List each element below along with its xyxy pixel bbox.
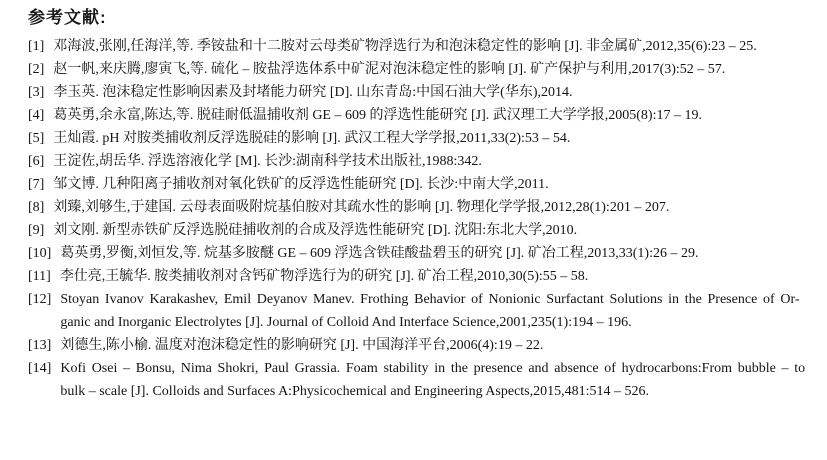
reference-item	[28, 127, 801, 150]
reference-item	[28, 219, 801, 242]
reference-item	[28, 288, 801, 334]
page-title: 参考文献:	[28, 8, 107, 27]
reference-text	[53, 150, 801, 173]
reference-number: [12]	[28, 292, 52, 307]
reference-number: [5]	[28, 131, 45, 146]
reference-number: [8]	[28, 200, 45, 215]
reference-line: 邹文博. 几种阳离子捕收剂对氧化铁矿的反浮选性能研究 [D]. 长沙:中南大学,2011.	[53, 177, 549, 192]
reference-text	[53, 219, 801, 242]
reference-item	[28, 150, 801, 173]
reference-text	[53, 35, 801, 58]
reference-line: 刘文刚. 新型赤铁矿反浮选脱硅捕收剂的合成及浮选性能研究 [D]. 沈阳:东北大学,2010.	[53, 223, 578, 238]
reference-number: [6]	[28, 154, 45, 169]
reference-number: [7]	[28, 177, 45, 192]
reference-item	[28, 58, 801, 81]
reference-line: 葛英勇,罗衡,刘恒发,等. 烷基多胺醚 GE – 609 浮选含铁硅酸盐碧玉的研究 [J]. 矿冶工程,2013,33(1):26 – 29.	[60, 246, 699, 261]
reference-item	[28, 334, 801, 357]
reference-line: 刘臻,刘够生,于建国. 云母表面吸附烷基伯胺对其疏水性的影响 [J]. 物理化学学报,2012,28(1):201 – 207.	[53, 200, 670, 215]
reference-line: 邓海波,张刚,任海洋,等. 季铵盐和十二胺对云母类矿物浮选行为和泡沫稳定性的影响 [J]. 非金属矿,2012,35(6):23 – 25.	[53, 39, 757, 54]
reference-item	[28, 173, 801, 196]
reference-line: ganic and Inorganic Electrolytes [J]. Journal of Colloid And Interface Science,2001,235(1):194 – 196.	[60, 315, 632, 330]
reference-text	[60, 288, 801, 334]
reference-line: 王灿霞. pH 对胺类捕收剂反浮选脱硅的影响 [J]. 武汉工程大学学报,2011,33(2):53 – 54.	[53, 131, 571, 146]
reference-item	[28, 242, 801, 265]
reference-text	[60, 265, 801, 288]
reference-line: bulk – scale [J]. Colloids and Surfaces A:Physicochemical and Engineering Aspects,2015,481:514 – 526.	[60, 384, 650, 399]
reference-text	[60, 334, 801, 357]
reference-number: [9]	[28, 223, 45, 238]
reference-item	[28, 104, 801, 127]
reference-item	[28, 35, 801, 58]
reference-list	[0, 29, 827, 403]
reference-text	[60, 242, 801, 265]
reference-number: [14]	[28, 361, 52, 376]
reference-text	[53, 173, 801, 196]
reference-line: 李玉英. 泡沫稳定性影响因素及封堵能力研究 [D]. 山东青岛:中国石油大学(华东),2014.	[53, 85, 573, 100]
reference-text	[53, 58, 801, 81]
reference-number: [13]	[28, 338, 52, 353]
reference-number: [2]	[28, 62, 45, 77]
reference-line: 刘德生,陈小榆. 温度对泡沫稳定性的影响研究 [J]. 中国海洋平台,2006(4):19 – 22.	[60, 338, 544, 353]
reference-item	[28, 357, 806, 403]
reference-item	[28, 196, 801, 219]
reference-item	[28, 265, 801, 288]
reference-text	[53, 104, 801, 127]
reference-line: Kofi Osei – Bonsu, Nima Shokri, Paul Grassia. Foam stability in the presence and absence of hydrocarbons:From bubble – to	[60, 361, 806, 376]
reference-number: [4]	[28, 108, 45, 123]
reference-text	[53, 196, 801, 219]
reference-number: [3]	[28, 85, 45, 100]
reference-number: [11]	[28, 269, 51, 284]
reference-text	[53, 127, 801, 150]
reference-line: 葛英勇,余永富,陈达,等. 脱硅耐低温捕收剂 GE – 609 的浮选性能研究 [J]. 武汉理工大学学报,2005(8):17 – 19.	[53, 108, 702, 123]
reference-item	[28, 81, 801, 104]
reference-line: 李仕亮,王毓华. 胺类捕收剂对含钙矿物浮选行为的研究 [J]. 矿冶工程,2010,30(5):55 – 58.	[59, 269, 589, 284]
reference-text	[60, 357, 806, 403]
reference-text	[53, 81, 801, 104]
reference-line: 赵一帆,来庆腾,廖寅飞,等. 硫化 – 胺盐浮选体系中矿泥对泡沫稳定性的影响 [J]. 矿产保护与利用,2017(3):52 – 57.	[53, 62, 726, 77]
reference-number: [10]	[28, 246, 52, 261]
reference-number: [1]	[28, 39, 45, 54]
reference-line: 王淀佐,胡岳华. 浮选溶液化学 [M]. 长沙:湖南科学技术出版社,1988:342.	[53, 154, 482, 169]
reference-line: Stoyan Ivanov Karakashev, Emil Deyanov Manev. Frothing Behavior of Nonionic Surfactant Solutions in the Presence of Or-	[60, 292, 800, 307]
